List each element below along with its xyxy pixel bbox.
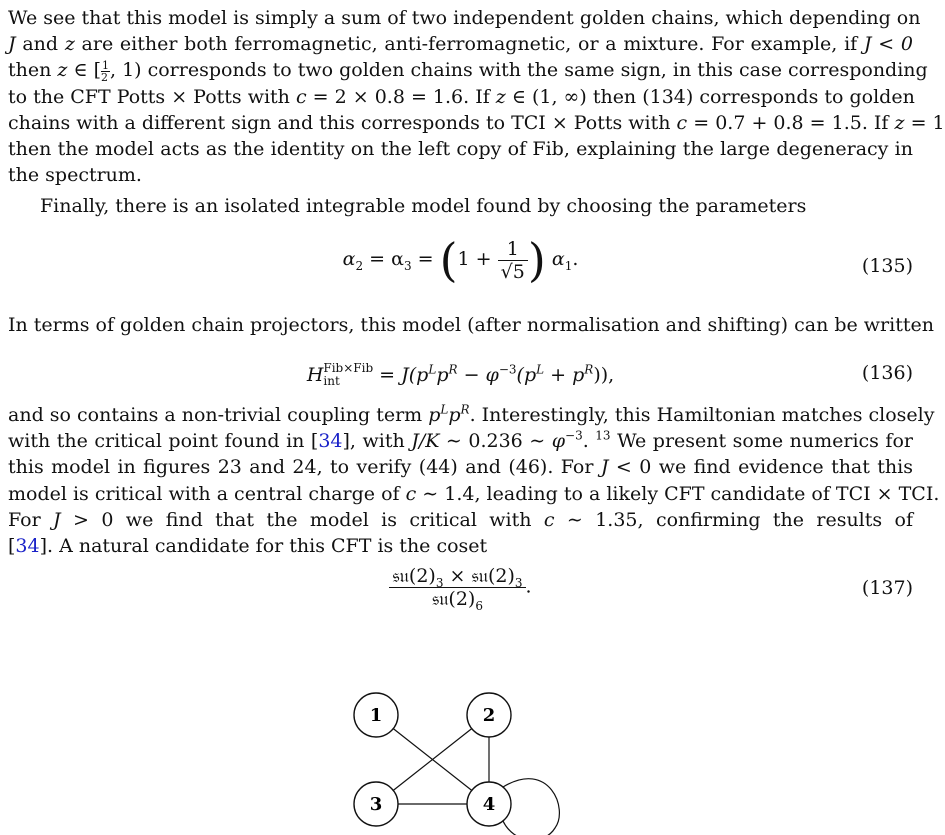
graph-node-3	[354, 782, 398, 826]
equation-number: (137)	[861, 577, 913, 599]
paragraph-hamiltonian	[8, 402, 940, 559]
text-line: J and z are either both ferromagnetic, anti-ferromagnetic, or a mixture. For example, if J < 0	[8, 33, 913, 56]
equation-number: (136)	[861, 362, 913, 384]
footnote-marker[interactable]: 13	[595, 428, 611, 443]
graph-figure	[340, 680, 570, 830]
inline-fraction: $\frac{1}{2}$	[100, 59, 109, 85]
node-label: 3	[369, 794, 383, 815]
text-line: For J > 0 we find that the model is critical with c ∼ 1.35, confirming the results of	[8, 508, 913, 531]
equation-135: $\alpha_2 = \alpha_3 = (1$ + $\frac{1}{√5}$ ) $\alpha_1$. (135)	[342, 233, 913, 287]
coset-fraction: $\frac{𝔰𝔲(2)_3 \times 𝔰𝔲(2)_3}{𝔰𝔲(2)_6}$	[389, 565, 525, 610]
text-line: In terms of golden chain projectors, this model (after normalisation and shifting) can be written	[8, 314, 934, 336]
text-line: then z ∈ [ $\frac{1}{2}$ , 1) corresponds to two golden chains with the same sign, in this case corresponding	[8, 59, 928, 85]
text-line: with the critical point found in [34], with J/K ∼ 0.236 ∼ $\varphi^{-3}$. $^{13}$ We present some numerics for	[8, 428, 913, 453]
text-line: and so contains a non-trivial coupling term $p^Lp^R$. Interestingly, this Hamiltonian matches closely	[8, 402, 935, 426]
equation-136: H Fib×Fib int = $J(p^Lp^R - \varphi^{-3}(p^L + p^R))$, (136)	[306, 361, 913, 388]
paragraph-projectors	[8, 312, 934, 338]
equation-137: $\frac{𝔰𝔲(2)_3 \times 𝔰𝔲(2)_3}{𝔰𝔲(2)_6}$ . (137)	[0, 565, 921, 625]
citation-link[interactable]: 34	[318, 430, 343, 453]
text-line: this model in figures 23 and 24, to verify (44) and (46). For J < 0 we find evidence that this	[8, 456, 913, 479]
graph-node-2	[467, 693, 511, 737]
node-label: 2	[482, 705, 496, 726]
text-line: [34]. A natural candidate for this CFT is the coset	[8, 534, 488, 557]
node-label: 1	[369, 705, 383, 726]
text-line: to the CFT Potts × Potts with c = 2 × 0.8 = 1.6. If z ∈ (1, ∞) then (134) corresponds to golden	[8, 85, 915, 108]
text-line: chains with a different sign and this corresponds to TCI × Potts with c = 0.7 + 0.8 = 1.5. If z = 1	[8, 111, 945, 134]
graph-node-1	[354, 693, 398, 737]
equation-number: (135)	[861, 255, 913, 277]
text-line: Finally, there is an isolated integrable model found by choosing the parameters	[40, 195, 807, 217]
text-line: We see that this model is simply a sum of two independent golden chains, which depending on	[8, 7, 921, 29]
fraction: $\frac{1}{√5}$	[498, 238, 528, 283]
text-line: model is critical with a central charge of c ∼ 1.4, leading to a likely CFT candidate of TCI × TCI.	[8, 482, 940, 505]
graph-node-4	[467, 782, 511, 826]
citation-link[interactable]: 34	[15, 534, 40, 557]
paragraph-golden-chains	[8, 5, 945, 188]
paragraph-isolated-model	[8, 193, 913, 219]
text-line: the spectrum.	[8, 164, 142, 187]
node-label: 4	[482, 794, 496, 815]
text-line: then the model acts as the identity on the left copy of Fib, explaining the large degeneracy in	[8, 137, 913, 160]
